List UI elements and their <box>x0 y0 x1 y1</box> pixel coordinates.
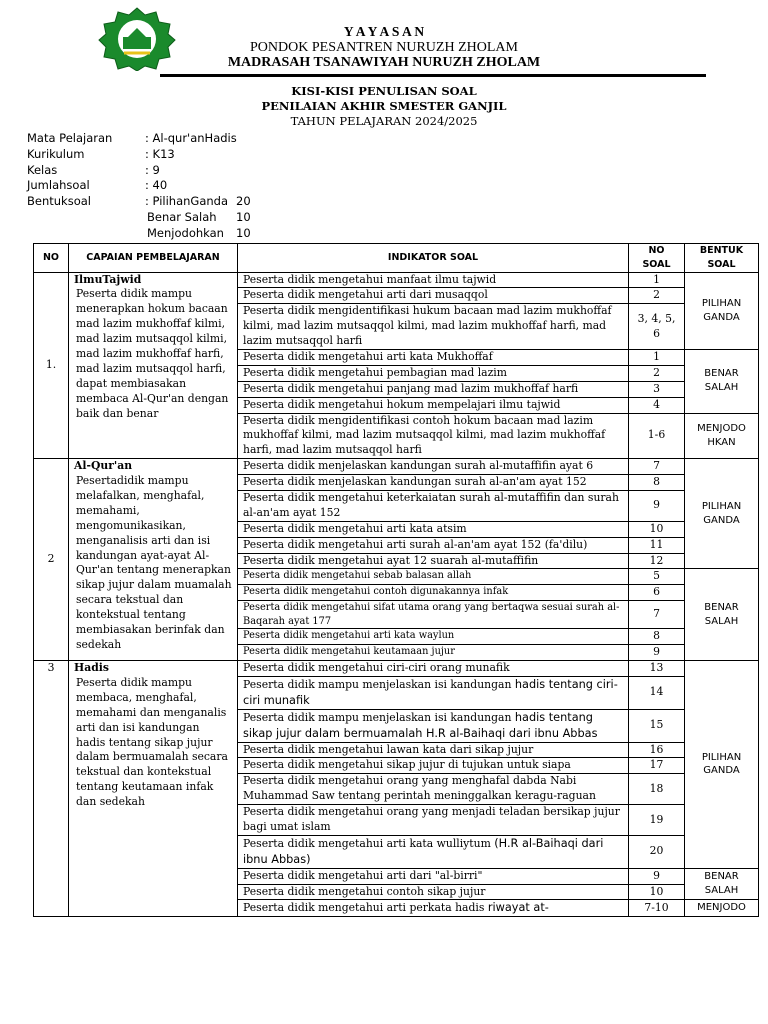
no-soal-cell: 1-6 <box>629 413 685 459</box>
indikator-cell: Peserta didik mengetahui arti perkata hadis riwayat at- <box>238 900 629 917</box>
no-soal-cell: 8 <box>629 475 685 491</box>
indikator-cell: Peserta didik mengetahui manfaat ilmu tajwid <box>238 272 629 288</box>
sans-fragment: riwayat at- <box>487 901 549 915</box>
capaian-cell <box>69 459 238 661</box>
meta-value: : 9 <box>145 162 160 177</box>
doc-title: KISI-KISI PENULISAN SOAL <box>291 84 477 98</box>
no-soal-cell: 15 <box>629 709 685 742</box>
bentuk-soal-cell: BENAR SALAH <box>685 569 759 661</box>
indikator-cell: Peserta didik mengetahui orang yang menghafal dabda Nabi Muhammad Saw tentang perintah meninggalkan keragu-raguan <box>238 774 629 805</box>
capaian-cell <box>69 272 238 459</box>
indikator-cell: Peserta didik mengetahui arti dari "al-birri" <box>238 868 629 884</box>
indikator-cell: Peserta didik mengetahui ayat 12 suarah al-mutaffifin <box>238 553 629 569</box>
indikator-cell: Peserta didik mengetahui sifat utama orang yang bertaqwa sesuai surah al-Baqarah ayat 177 <box>238 601 629 629</box>
exam-title: PENILAIAN AKHIR SMESTER GANJIL <box>261 99 507 113</box>
section-desc: Peserta didik mampu menerapkan hokum bacaan mad lazim mukhoffaf kilmi, mad lazim mutsaqqol kilmi, mad lazim mukhoffaf harfi, mad lazim mutsaqqol harfi, dapat membiasakan membaca Al-Qur'an dengan baik dan benar <box>76 287 229 420</box>
meta-label: Kelas <box>27 162 58 177</box>
no-soal-cell: 10 <box>629 884 685 900</box>
section-title: Al-Qur'an <box>74 459 133 473</box>
form-name: Benar Salah <box>147 209 217 224</box>
no-soal-cell: 4 <box>629 397 685 413</box>
no-soal-cell: 7-10 <box>629 900 685 917</box>
section-desc: Peserta didik mampu membaca, menghafal, memahami dan menganalis arti dan isi kandungan hadis tentang sikap jujur dalam bermuamalah secara tekstual dan kontekstual tentang keutamaan infak dan sedekah <box>76 675 228 809</box>
no-soal-cell: 10 <box>629 521 685 537</box>
no-soal-cell: 9 <box>629 645 685 661</box>
section-no: 2 <box>34 459 69 661</box>
no-soal-cell: 3 <box>629 381 685 397</box>
foundation-title: Y A Y A S A N <box>343 24 425 39</box>
col-indikator: INDIKATOR SOAL <box>238 244 629 273</box>
no-soal-cell: 6 <box>629 585 685 601</box>
bentuk-soal-cell: MENJODO <box>685 900 759 917</box>
form-count: 10 <box>236 209 251 224</box>
no-soal-cell: 7 <box>629 459 685 475</box>
indikator-cell: Peserta didik mengetahui arti surah al-an'am ayat 152 (fa'dilu) <box>238 537 629 553</box>
no-soal-cell: 18 <box>629 774 685 805</box>
no-soal-cell: 1 <box>629 349 685 365</box>
no-soal-cell: 8 <box>629 629 685 645</box>
col-capaian: CAPAIAN PEMBELAJARAN <box>69 244 238 273</box>
form-count: 20 <box>236 194 251 208</box>
indikator-cell: Peserta didik mampu menjelaskan isi kandungan hadis tentang ciri-ciri munafik <box>238 676 629 709</box>
indikator-cell: Peserta didik mengetahui arti kata atsim <box>238 521 629 537</box>
form-name: Menjodohkan <box>147 225 224 240</box>
meta-value: : PilihanGanda <box>145 194 229 209</box>
table-row <box>34 272 759 288</box>
grid-table <box>33 243 759 917</box>
no-soal-cell: 2 <box>629 288 685 304</box>
table-row <box>34 459 759 475</box>
indikator-cell: Peserta didik mengetahui keutamaan jujur <box>238 645 629 661</box>
section-title: Hadis <box>74 661 109 675</box>
indikator-cell: Peserta didik mengetahui arti dari musaqqol <box>238 288 629 304</box>
indikator-cell: Peserta didik mengetahui lawan kata dari sikap jujur <box>238 742 629 758</box>
no-soal-cell: 19 <box>629 805 685 836</box>
col-no-soal: NO SOAL <box>629 244 685 273</box>
indikator-cell: Peserta didik mengetahui keterkaiatan surah al-mutaffifin dan surah al-an'am ayat 152 <box>238 491 629 522</box>
indikator-cell: Peserta didik mengidentifikasi contoh hokum bacaan mad lazim mukhoffaf kilmi, mad lazim mutsaqqol kilmi, mad lazim mukhoffaf harfi, mad lazim mutsaqqol harfi <box>238 413 629 459</box>
no-soal-cell: 1 <box>629 272 685 288</box>
indikator-cell: Peserta didik mengetahui arti kata wulliytum (H.R al-Baihaqi dari ibnu Abbas) <box>238 835 629 868</box>
indikator-cell: Peserta didik menjelaskan kandungan surah al-an'am ayat 152 <box>238 475 629 491</box>
no-soal-cell: 20 <box>629 835 685 868</box>
meta-label: Mata Pelajaran <box>27 131 113 145</box>
meta-value: : 40 <box>145 178 168 193</box>
indikator-cell: Peserta didik mengetahui pembagian mad lazim <box>238 365 629 381</box>
letterhead-rule <box>160 74 706 77</box>
no-soal-cell: 12 <box>629 553 685 569</box>
no-soal-cell: 14 <box>629 676 685 709</box>
indikator-cell: Peserta didik mengidentifikasi hukum bacaan mad lazim mukhoffaf kilmi, mad lazim mutsaqqol kilmi, mad lazim mukhoffaf harfi, mad lazim mutsaqqol harfi <box>238 304 629 350</box>
no-soal-cell: 2 <box>629 365 685 381</box>
section-desc: Pesertadidik mampu melafalkan, menghafal, memahami, mengomunikasikan, menganalisis arti dan isi kandungan ayat-ayat Al-Qur'an tentang menerapkan sikap jujur dalam muamalah secara tekstual dan kontekstual tentang membiasakan berinfak dan sedekah <box>76 474 232 651</box>
indikator-cell: Peserta didik mengetahui panjang mad lazim mukhoffaf harfi <box>238 381 629 397</box>
meta-value: : K13 <box>145 146 175 161</box>
indikator-cell: Peserta didik mengetahui arti kata waylun <box>238 629 629 645</box>
col-no: NO <box>34 244 69 273</box>
indikator-cell: Peserta didik mengetahui arti kata Mukhoffaf <box>238 349 629 365</box>
meta-value: : Al-qur'anHadis <box>145 131 237 145</box>
sans-fragment: hadis tentang sikap jujur dalam bermuamalah H.R al-Baihaqi dari ibnu Abbas <box>243 710 598 740</box>
table-row <box>34 661 759 677</box>
bentuk-soal-cell: MENJODO HKAN <box>685 413 759 459</box>
indikator-cell: Peserta didik mampu menjelaskan isi kandungan hadis tentang sikap jujur dalam bermuamalah H.R al-Baihaqi dari ibnu Abbas <box>238 709 629 742</box>
section-title: IlmuTajwid <box>74 272 142 286</box>
indikator-cell: Peserta didik mengetahui orang yang menjadi teladan bersikap jujur bagi umat islam <box>238 805 629 836</box>
no-soal-cell: 7 <box>629 601 685 629</box>
bentuk-soal-cell: BENAR SALAH <box>685 868 759 900</box>
no-soal-cell: 9 <box>629 491 685 522</box>
indikator-cell: Peserta didik mengetahui contoh digunakannya infak <box>238 585 629 601</box>
section-no: 1. <box>34 272 69 459</box>
indikator-cell: Peserta didik mengetahui sebab balasan allah <box>238 569 629 585</box>
madrasah-name: MADRASAH TSANAWIYAH NURUZH ZHOLAM <box>227 55 541 70</box>
bentuk-soal-cell: PILIHAN GANDA <box>685 459 759 569</box>
academic-year: TAHUN PELAJARAN 2024/2025 <box>290 114 478 128</box>
no-soal-cell: 17 <box>629 758 685 774</box>
no-soal-cell: 9 <box>629 868 685 884</box>
bentuk-soal-cell: BENAR SALAH <box>685 349 759 413</box>
indikator-cell: Peserta didik mengetahui ciri-ciri orang munafik <box>238 661 629 677</box>
indikator-cell: Peserta didik mengetahui sikap jujur di tujukan untuk siapa <box>238 758 629 774</box>
form-count: 10 <box>236 225 251 240</box>
meta-label: Bentuksoal <box>27 194 91 209</box>
indikator-cell: Peserta didik menjelaskan kandungan surah al-mutaffifin ayat 6 <box>238 459 629 475</box>
sans-fragment: hadis tentang ciri-ciri munafik <box>243 677 618 707</box>
bentuk-soal-cell: PILIHAN GANDA <box>685 272 759 349</box>
sans-fragment: (H.R al-Baihaqi dari ibnu Abbas) <box>243 836 604 866</box>
indikator-cell: Peserta didik mengetahui hokum mempelajari ilmu tajwid <box>238 397 629 413</box>
no-soal-cell: 16 <box>629 742 685 758</box>
bentuk-soal-cell: PILIHAN GANDA <box>685 661 759 869</box>
section-no: 3 <box>34 661 69 917</box>
no-soal-cell: 3, 4, 5, 6 <box>629 304 685 350</box>
indikator-cell: Peserta didik mengetahui contoh sikap jujur <box>238 884 629 900</box>
meta-label: Kurikulum <box>27 146 85 161</box>
no-soal-cell: 13 <box>629 661 685 677</box>
col-bentuk: BENTUK SOAL <box>685 244 759 273</box>
no-soal-cell: 11 <box>629 537 685 553</box>
capaian-cell <box>69 661 238 917</box>
meta-label: Jumlahsoal <box>27 178 90 193</box>
pesantren-name: PONDOK PESANTREN NURUZH ZHOLAM <box>250 40 518 55</box>
no-soal-cell: 5 <box>629 569 685 585</box>
